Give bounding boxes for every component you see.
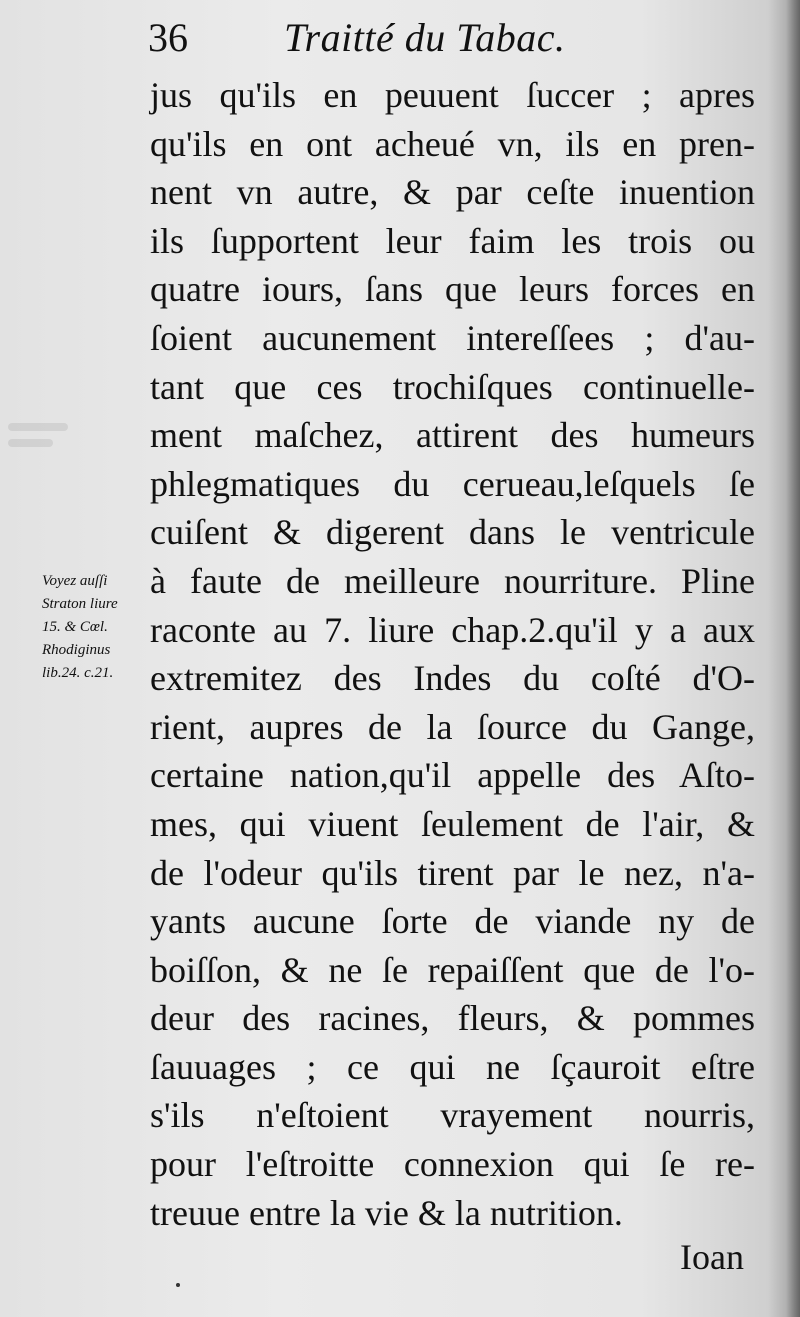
- text-line: nent vn autre, & par ceſte inuention: [150, 172, 755, 213]
- text-line: tant que ces trochiſques continuelle-: [150, 366, 755, 407]
- text-line: raconte au 7. liure chap.2.qu'il y a aux: [150, 609, 755, 650]
- text-line: qu'ils en ont acheué vn, ils en pren-: [150, 123, 755, 164]
- marginal-note-line: Straton liure: [42, 596, 118, 612]
- ink-speck: [176, 1283, 180, 1287]
- text-line: à faute de meilleure nourriture. Pline: [150, 560, 755, 601]
- text-line: de l'odeur qu'ils tirent par le nez, n'a-: [150, 852, 755, 893]
- text-line: pour l'eſtroitte connexion qui ſe re-: [150, 1144, 755, 1185]
- text-line: ils ſupportent leur faim les trois ou: [150, 220, 755, 261]
- body-text: [150, 71, 755, 1237]
- page-header: [148, 12, 618, 64]
- marginal-note-line: lib.24. c.21.: [42, 665, 114, 681]
- text-line: ſauuages ; ce qui ne ſçauroit eſtre: [150, 1046, 755, 1087]
- marginal-note-line: Rhodiginus: [42, 642, 111, 658]
- text-line: mes, qui viuent ſeulement de l'air, &: [150, 803, 755, 844]
- text-line: quatre iours, ſans que leurs forces en: [150, 269, 755, 310]
- text-line: treuue entre la vie & la nutrition.: [150, 1192, 623, 1233]
- bleed-through-mark: [8, 415, 88, 475]
- text-line: yants aucune ſorte de viande ny de: [150, 901, 755, 942]
- text-line: certaine nation,qu'il appelle des Aſto-: [150, 755, 755, 796]
- text-line: phlegmatiques du cerueau,leſquels ſe: [150, 463, 755, 504]
- text-line: cuiſent & digerent dans le ventricule: [150, 512, 755, 553]
- text-line: jus qu'ils en peuuent ſuccer ; apres: [150, 75, 755, 115]
- text-line: rient, aupres de la ſource du Gange,: [150, 706, 755, 747]
- catchword: Ioan: [680, 1237, 744, 1277]
- page-number: 36: [148, 15, 188, 60]
- marginal-note: [42, 570, 152, 685]
- running-title: Traitté du Tabac.: [284, 15, 566, 60]
- text-line: ment maſchez, attirent des humeurs: [150, 415, 755, 456]
- marginal-note-line: 15. & Cœl.: [42, 619, 108, 635]
- text-line: boiſſon, & ne ſe repaiſſent que de l'o-: [150, 949, 755, 990]
- marginal-note-line: Voyez auſſi: [42, 573, 108, 589]
- text-line: deur des racines, fleurs, & pommes: [150, 998, 755, 1039]
- text-line: extremitez des Indes du coſté d'O-: [150, 658, 755, 699]
- text-line: s'ils n'eſtoient vrayement nourris,: [150, 1095, 755, 1136]
- text-line: ſoient aucunement intereſſees ; d'au-: [150, 317, 755, 358]
